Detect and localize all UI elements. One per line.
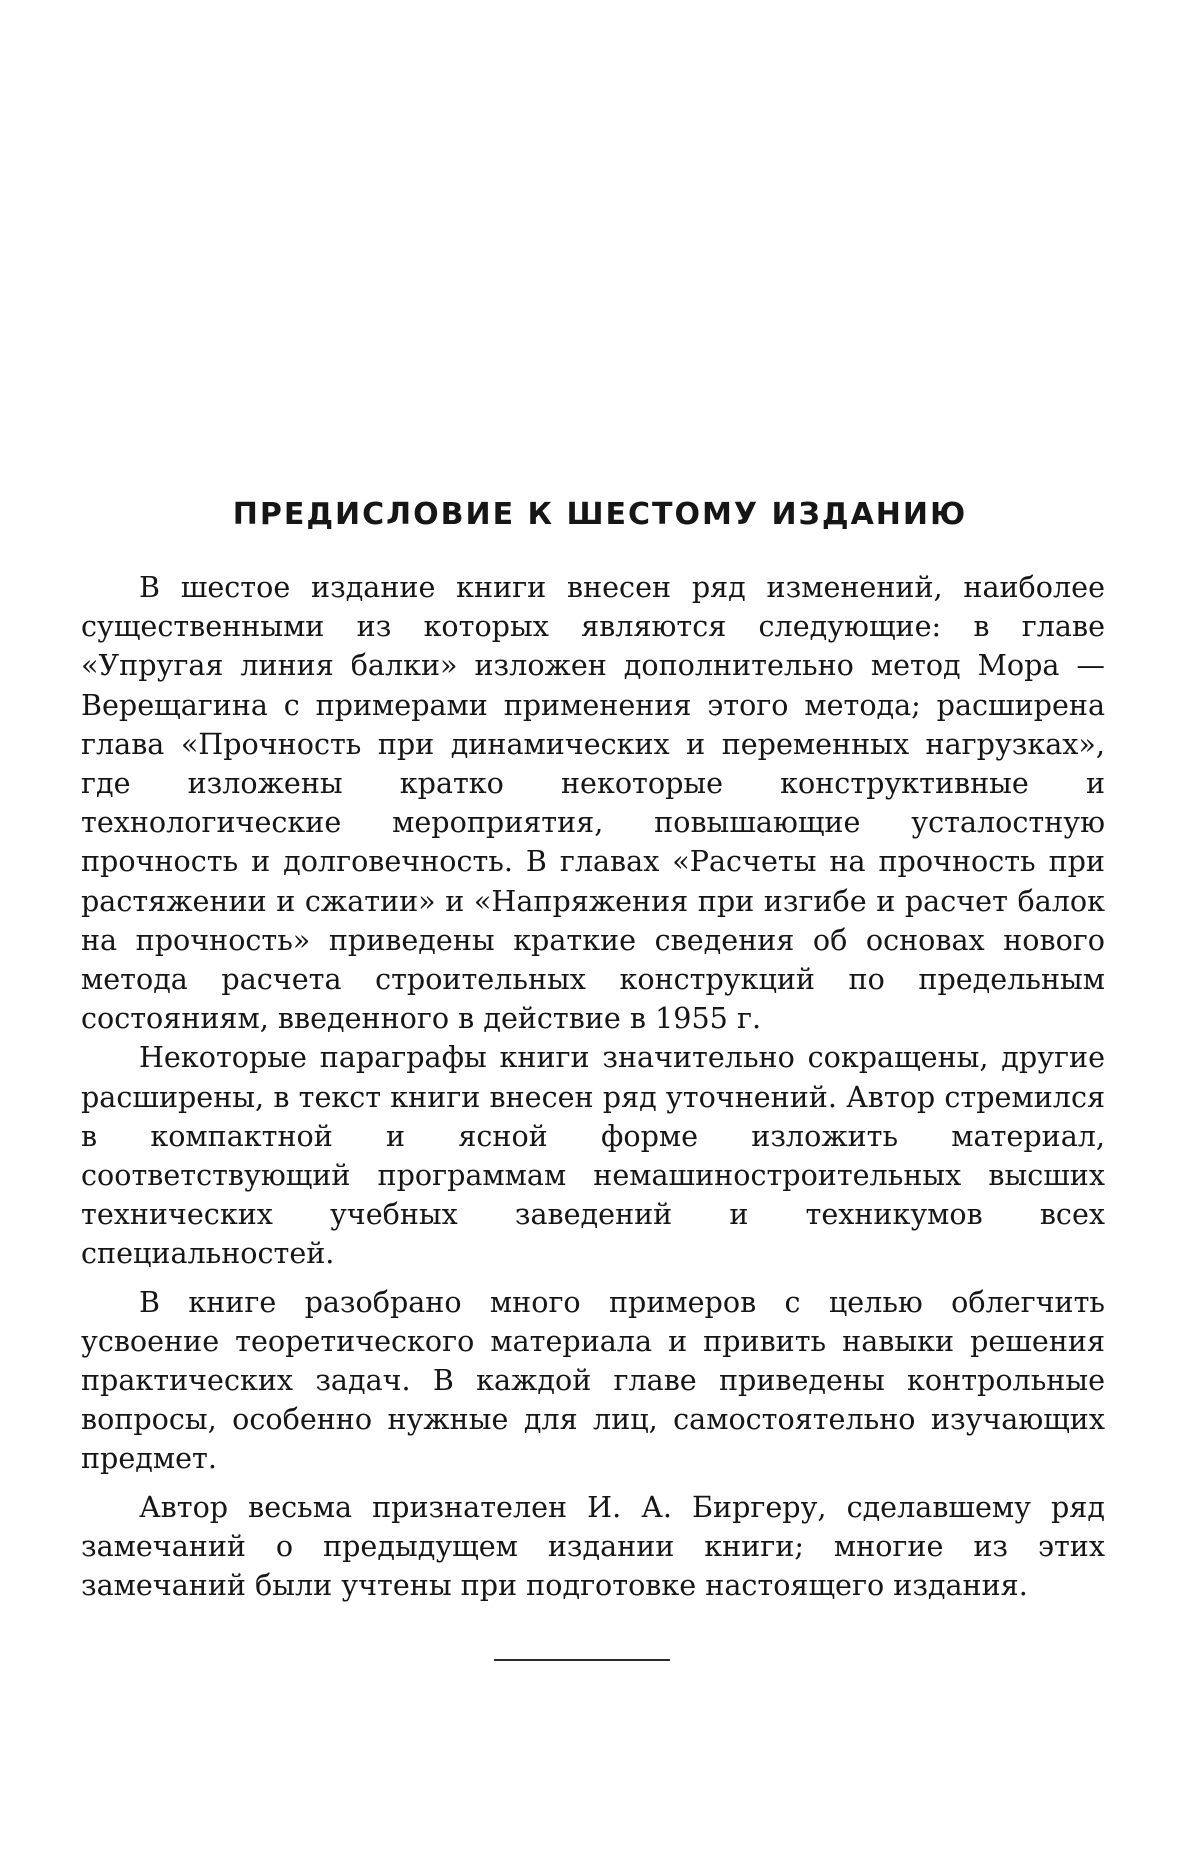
paragraph-2: Некоторые параграфы книги значительно сокращены, другие расширены, в текст книги внесен ряд уточнений. Автор стремился в компактной и ясной форме изложить материал, соответствующий программам немашиностроительных высших технических учебных заведений и техникумов всех специальностей. xyxy=(81,1040,1105,1271)
page-title: ПРЕДИСЛОВИЕ К ШЕСТОМУ ИЗДАНИЮ xyxy=(232,497,968,532)
paragraph-4: Автор весьма признателен И. А. Биргеру, сделавшему ряд замечаний о предыдущем издании книги; многие из этих замечаний были учтены при подготовке настоящего издания. xyxy=(81,1489,1105,1603)
end-divider xyxy=(494,1659,670,1661)
preface-body xyxy=(81,568,1105,1605)
paragraph-1: В шестое издание книги внесен ряд изменений, наиболее существенными из которых являются следующие: в главе «Упругая линия балки» изложен дополнительно метод Мора — Верещагина с примерами применения этого метода; расширена глава «Прочность при динамических и переменных нагрузках», где изложены кратко некоторые конструктивные и технологические мероприятия, повышающие усталостную прочность и долговечность. В главах «Расчеты на прочность при растяжении и сжатии» и «Напряжения при изгибе и расчет балок на прочность» приведены краткие сведения об основах нового метода расчета строительных конструкций по предельным состояниям, введенного в действие в 1955 г. xyxy=(81,570,1105,1036)
paragraph-3: В книге разобрано много примеров с целью облегчить усвоение теоретического материала и привить навыки решения практических задач. В каждой главе приведены контрольные вопросы, особенно нужные для лиц, самостоятельно изучающих предмет. xyxy=(81,1284,1105,1476)
